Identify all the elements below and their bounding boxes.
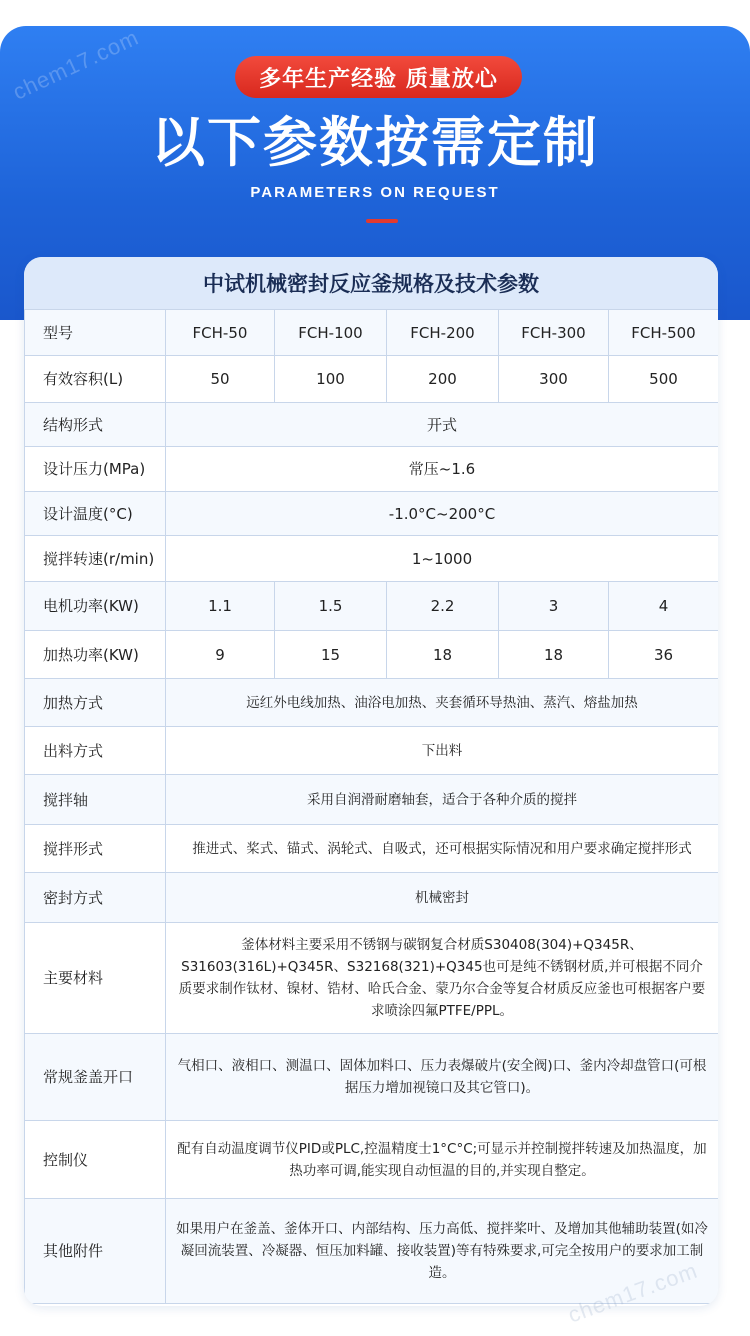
value-cell: 100 xyxy=(275,356,387,403)
value-cell: 9 xyxy=(166,631,275,679)
row-label: 加热功率(KW) xyxy=(25,631,166,679)
value-cell: 常压~1.6 xyxy=(166,447,719,492)
table-row xyxy=(25,873,719,923)
row-label: 出料方式 xyxy=(25,727,166,775)
table-row xyxy=(25,775,719,825)
row-label: 密封方式 xyxy=(25,873,166,923)
value-cell: 推进式、桨式、锚式、涡轮式、自吸式，还可根据实际情况和用户要求确定搅拌形式 xyxy=(166,825,719,873)
spec-card xyxy=(24,257,718,1306)
model-cell: FCH-300 xyxy=(499,310,609,356)
value-cell: 配有自动温度调节仪PID或PLC,控温精度士1°C°C;可显示并控制搅拌转速及加热温度，加热功率可调,能实现自动恒温的目的,并实现自整定。 xyxy=(166,1121,719,1199)
value-cell: 气相口、液相口、测温口、固体加料口、压力表爆破片(安全阀)口、釜内冷却盘管口(可根据压力增加视镜口及其它管口)。 xyxy=(166,1034,719,1121)
table-row xyxy=(25,310,719,356)
row-label: 设计压力(MPa) xyxy=(25,447,166,492)
row-label: 控制仪 xyxy=(25,1121,166,1199)
spec-table xyxy=(24,309,718,1304)
model-cell: FCH-500 xyxy=(609,310,719,356)
value-cell: 机械密封 xyxy=(166,873,719,923)
table-row xyxy=(25,356,719,403)
value-cell: 500 xyxy=(609,356,719,403)
table-title: 中试机械密封反应釜规格及技术参数 xyxy=(24,257,718,309)
row-label: 主要材料 xyxy=(25,923,166,1034)
value-cell: 1.5 xyxy=(275,582,387,631)
value-cell: 开式 xyxy=(166,403,719,447)
watermark: chem17.com xyxy=(8,24,143,105)
page-title: 以下参数按需定制 xyxy=(151,111,599,174)
value-cell: 下出料 xyxy=(166,727,719,775)
row-label: 其他附件 xyxy=(25,1199,166,1304)
table-row xyxy=(25,1121,719,1199)
value-cell: -1.0°C~200°C xyxy=(166,492,719,536)
table-row xyxy=(25,923,719,1034)
value-cell: 200 xyxy=(387,356,499,403)
value-cell: 1~1000 xyxy=(166,536,719,582)
value-cell: 36 xyxy=(609,631,719,679)
table-row xyxy=(25,1034,719,1121)
row-label: 搅拌轴 xyxy=(25,775,166,825)
page-subtitle: PARAMETERS ON REQUEST xyxy=(250,184,500,201)
value-cell: 300 xyxy=(499,356,609,403)
title-divider xyxy=(366,219,398,223)
value-cell: 2.2 xyxy=(387,582,499,631)
table-row xyxy=(25,631,719,679)
value-cell: 18 xyxy=(387,631,499,679)
row-label: 有效容积(L) xyxy=(25,356,166,403)
value-cell: 釜体材料主要采用不锈钢与碳钢复合材质S30408(304)+Q345R、S31603(316L)+Q345R、S32168(321)+Q345也可是纯不锈钢材质,并可根据不同介质要求制作钛材、镍材、锆材、哈氏合金、蒙乃尔合金等复合材质反应釜也可根据客户要求喷涂四氟PTFE/PPL。 xyxy=(166,923,719,1034)
value-cell: 如果用户在釜盖、釜体开口、内部结构、压力高低、搅拌桨叶、及增加其他辅助装置(如冷凝回流装置、冷凝器、恒压加料罐、接收装置)等有特殊要求,可完全按用户的要求加工制造。 xyxy=(166,1199,719,1304)
model-cell: FCH-50 xyxy=(166,310,275,356)
model-cell: FCH-200 xyxy=(387,310,499,356)
value-cell: 采用自润滑耐磨轴套，适合于各种介质的搅拌 xyxy=(166,775,719,825)
table-row xyxy=(25,492,719,536)
value-cell: 3 xyxy=(499,582,609,631)
table-row xyxy=(25,403,719,447)
row-label: 加热方式 xyxy=(25,679,166,727)
row-label: 设计温度(°C) xyxy=(25,492,166,536)
row-label: 常规釜盖开口 xyxy=(25,1034,166,1121)
row-label: 搅拌转速(r/min) xyxy=(25,536,166,582)
model-cell: FCH-100 xyxy=(275,310,387,356)
value-cell: 1.1 xyxy=(166,582,275,631)
value-cell: 18 xyxy=(499,631,609,679)
table-row xyxy=(25,536,719,582)
value-cell: 50 xyxy=(166,356,275,403)
row-label: 结构形式 xyxy=(25,403,166,447)
row-label: 搅拌形式 xyxy=(25,825,166,873)
table-row xyxy=(25,447,719,492)
table-row xyxy=(25,582,719,631)
badge-pill: 多年生产经验 质量放心 xyxy=(235,56,522,98)
row-label: 型号 xyxy=(25,310,166,356)
row-label: 电机功率(KW) xyxy=(25,582,166,631)
value-cell: 15 xyxy=(275,631,387,679)
table-row xyxy=(25,679,719,727)
table-row xyxy=(25,825,719,873)
value-cell: 4 xyxy=(609,582,719,631)
value-cell: 远红外电线加热、油浴电加热、夹套循环导热油、蒸汽、熔盐加热 xyxy=(166,679,719,727)
table-row xyxy=(25,727,719,775)
watermark: chem17.com xyxy=(564,1257,701,1328)
